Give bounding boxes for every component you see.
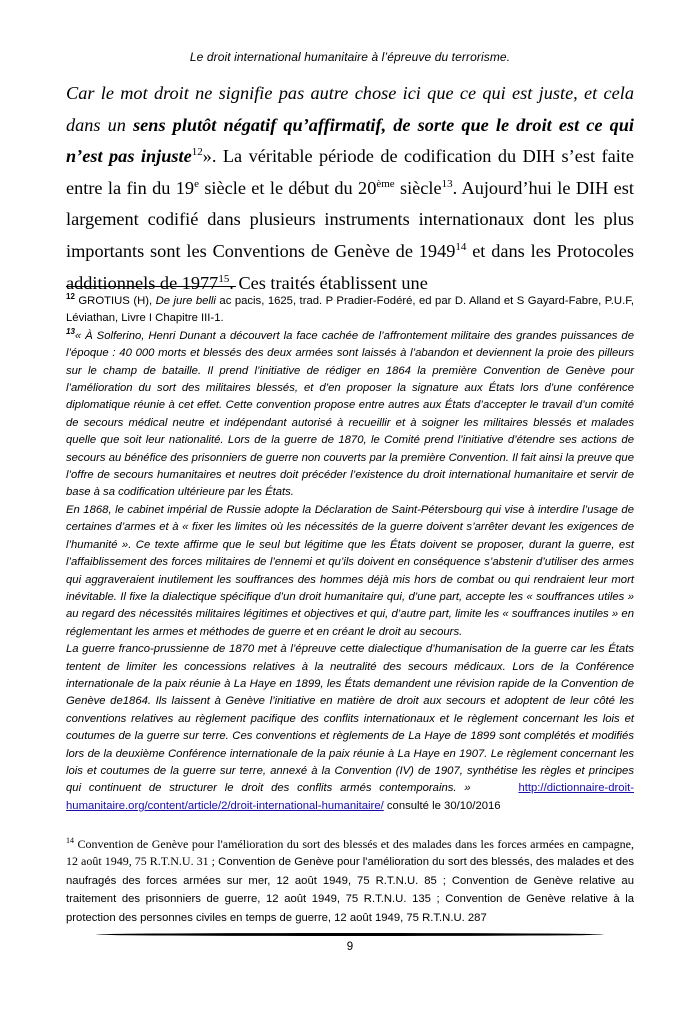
footnote-13-link[interactable]: http://dictionnaire-droit-humanitaire.org/content/article/2/droit-international-humanitaire/	[66, 782, 634, 812]
footer-rule	[96, 933, 604, 936]
footnote-13-para-1: « À Solferino, Henri Dunant a découvert la face cachée de l’affrontement militaire des grandes puissances de l’époque : 40 000 morts et blessés des deux armées sont laissés à l’abandon et deviennent la proie des pilleurs sur le champ de bataille. Il prend l’initiative de rédiger en 1864 la première Convention de Genève pour l’amélioration du sort des militaires blessés, et d’en proposer la signature aux États lors d’une conférence diplomatique réunie à cet effet. Cette convention propose entre autres aux États d’accepter le travail d’un comité de secours médical neutre et indépendant autorisé à recueillir et à soigner les militaires blessés et malades quelle que soit leur nationalité. Lors de la guerre de 1870, le Comité prend l’initiative d’étendre ses actions de secours au bénéfice des prisonniers de guerre non couverts par la première Convention. Il fait ainsi la preuve que l’offre de secours humanitaires et neutres doit précéder l’existence du droit international humanitaire et servir de base à sa codification ultérieure par les États.	[66, 329, 634, 499]
sentence-codification-cont: siècle et le début du 20	[198, 177, 377, 198]
footnote-13	[66, 328, 634, 502]
sentence-siecle: siècle	[394, 177, 442, 198]
ordinal-sup-20: ème	[376, 177, 395, 190]
footnote-ref-13[interactable]: 13	[441, 177, 453, 190]
page-number: 9	[346, 941, 354, 953]
footnote-13-para-3	[66, 641, 634, 815]
running-header: Le droit international humanitaire à l’épreuve du terrorisme.	[189, 50, 511, 64]
footnote-ref-14[interactable]: 14	[455, 240, 467, 253]
footnote-ref-15[interactable]: 15	[218, 272, 230, 285]
footnote-14-text-b: Convention de Genève pour l'amélioration du sort des blessés, des malades et des naufragés des forces armées sur mer, 12 août 1949, 75 R.T.N.U. 85 ; Convention de Genève relative au traitement des prisonniers de guerre, 12 août 1949, 75 R.T.N.U. 135 ; Convention de Genève relative à la protection des personnes civiles en temps de guerre, 12 août 1949, 75 R.T.N.U. 287	[66, 856, 634, 924]
quote-end: ».	[202, 146, 217, 167]
ordinal-sup-19: e	[194, 177, 199, 190]
footnote-12-text-b: ac pacis, 1625, trad. P Pradier-Fodéré, ed par D. Alland et S Gayard-Fabre, P.U.F, Léviathan, Livre I Chapitre III-1.	[66, 295, 635, 325]
footnote-13-para-2: En 1868, le cabinet impérial de Russie adopte la Déclaration de Saint-Pétersbourg qui vise à interdire l’usage de certaines d’armes et à « fixer les limites où les nécessités de la guerre doivent s’arrêter devant les exigences de l’humanité ». Ce texte affirme que le seul but légitime que les États doivent se proposer, durant la guerre, est l’affaiblissement des forces militaires de l’ennemi et qu’ils doivent en conséquence s’abstenir d’utiliser des armes qui aggraveraient inutilement les souffrances des hommes déjà mis hors de combat ou qui rendraient leur mort inévitable. Il fixe la dialectique spécifique d’un droit humanitaire qui, d’une part, accepte les « souffrances utiles » au regard des nécessités militaires légitimes et objectives et qui, d’autre part, limite les « souffrances inutiles » en réglementant les armes et méthodes de guerre et en créant le droit au secours.	[66, 503, 634, 638]
quote-emphasis: sens plutôt négatif qu’affirmatif, de sorte que le droit est ce qui n’est pas injuste	[66, 114, 634, 167]
footnote-number-14: 14	[66, 836, 74, 845]
footnote-number-13: 13	[66, 327, 75, 337]
footnote-14-text-a: Convention de Genève pour l'amélioration du sort des blessés et des malades dans les forces armées en campagne, 12 août 1949, 75 R.T.N.U. 31 ;	[66, 837, 634, 869]
footnote-13-consulted: consulté le 30/10/2016	[383, 799, 501, 812]
footnote-ref-12[interactable]: 12	[191, 146, 203, 159]
sentence-protocols: et dans les Protocoles additionnels de 1977	[66, 240, 634, 293]
quote-text: Car le mot droit ne signifie pas autre chose ici que ce qui est juste, et cela dans un	[66, 83, 634, 135]
sentence-codified: . Aujourd’hui le DIH est largement codifié dans plusieurs instruments internationaux dont les plus importants sont les Conventions de Genève de 1949	[66, 177, 634, 261]
footnote-12	[66, 293, 634, 328]
footnote-separator	[66, 286, 236, 287]
sentence-treaties: . Ces traités établissent une	[229, 272, 428, 293]
footnotes-block	[66, 293, 634, 815]
sentence-codification: La véritable période de codification du DIH s’est faite entre la fin du 19	[66, 146, 634, 198]
footnote-13-para-3-text: La guerre franco-prussienne de 1870 met à l’épreuve cette dialectique d’humanisation de la guerre car les États tentent de limiter les concessions relatives à la neutralité des secours médicaux. Lors de la Conférence internationale de la paix réunie à La Haye en 1899, les États demandent une révision rapide de la Convention de Genève de1864. Ils laissent à Genève l’initiative en matière de droit aux secours et adoptent de leur côté les conventions relatives au règlement pacifique des conflits internationaux et le règlement concernant les lois et coutumes de la guerre sur terre. Ces conventions et règlements de La Haye de 1899 sont complétés et modifiés lors de la deuxième Conférence internationale de la paix réunie à La Haye en 1907. Le règlement concernant les lois et coutumes de la guerre sur terre, annexé à la Convention (IV) de 1907, synthétise les règles et principes qui continuent de structurer le droit des conflits armés contemporains. »	[66, 643, 634, 795]
footnote-12-text-a: GROTIUS (H),	[74, 295, 156, 307]
footnote-12-title: De jure belli	[155, 295, 216, 307]
footnote-14	[66, 836, 634, 927]
footnote-number-12: 12	[66, 292, 75, 302]
